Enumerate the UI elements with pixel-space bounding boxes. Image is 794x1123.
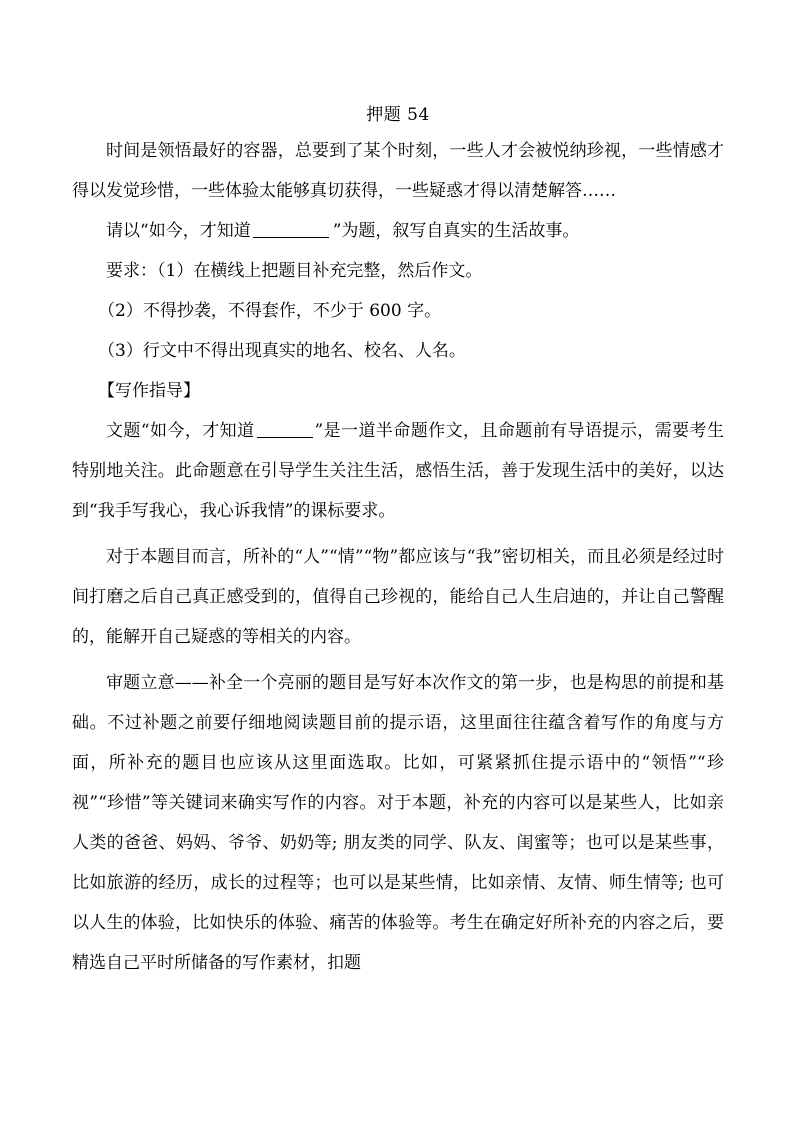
guide-p1-before: 文题“如今，才知道 [106,421,255,441]
prompt-line [72,211,724,251]
requirement-1: 要求：（1）在横线上把题目补充完整，然后作文。 [106,261,483,281]
prompt-text-before: 请以“如今，才知道 [106,221,251,241]
requirement-3: （3）行文中不得出现真实的地名、校名、人名。 [98,341,466,361]
title-blank-line [253,219,329,238]
writing-guide-heading: 【写作指导】 [98,381,200,401]
guide-paragraph-2: 对于本题目而言，所补的“人”“情”“物”都应该与“我”密切相关，而且必须是经过时间打磨之后自己真正感受到的，值得自己珍视的，能给自己人生启迪的，并让自己警醒的，能解开自己疑惑的等相关的内容。 [72,547,724,647]
prompt-text-after: ”为题，叙写自真实的生活故事。 [332,221,580,241]
guide-paragraph-1 [72,411,724,531]
guide-paragraph-3: 审题立意——补全一个亮丽的题目是写好本次作文的第一步，也是构思的前提和基础。不过补题之前要仔细地阅读题目前的提示语，这里面往往蕴含着写作的角度与方面，所补充的题目也应该从这里面选取。比如，可紧紧抓住提示语中的“领悟”“珍视”“珍惜”等关键词来确实写作的内容。对于本题，补充的内容可以是某些人，比如亲人类的爸爸、妈妈、爷爷、奶奶等; 朋友类的同学、队友、闺蜜等；也可以是某些事，比如旅游的经历，成长的过程等；也可以是某些情，比如亲情、友情、师生情等; 也可以人生的体验，比如快乐的体验、痛苦的体验等。考生在确定好所补充的内容之后，要精选自己平时所储备的写作素材，扣题 [72,673,724,973]
guide-p1-after: ”是一道半命题作文，且命题前有导语提示，需要考生特别地关注。此命题意在引导学生关注生活，感悟生活，善于发现生活中的美好，以达到“我手写我心，我心诉我情”的课标要求。 [72,421,724,521]
guide-blank-line [257,419,313,438]
requirement-2: （2）不得抄袭，不得套作，不少于 600 字。 [98,301,442,321]
page-title: 押题 54 [366,105,430,125]
intro-paragraph: 时间是领悟最好的容器，总要到了某个时刻，一些人才会被悦纳珍视，一些情感才得以发觉珍惜，一些体验太能够真切获得，一些疑惑才得以清楚解答…… [72,141,724,201]
